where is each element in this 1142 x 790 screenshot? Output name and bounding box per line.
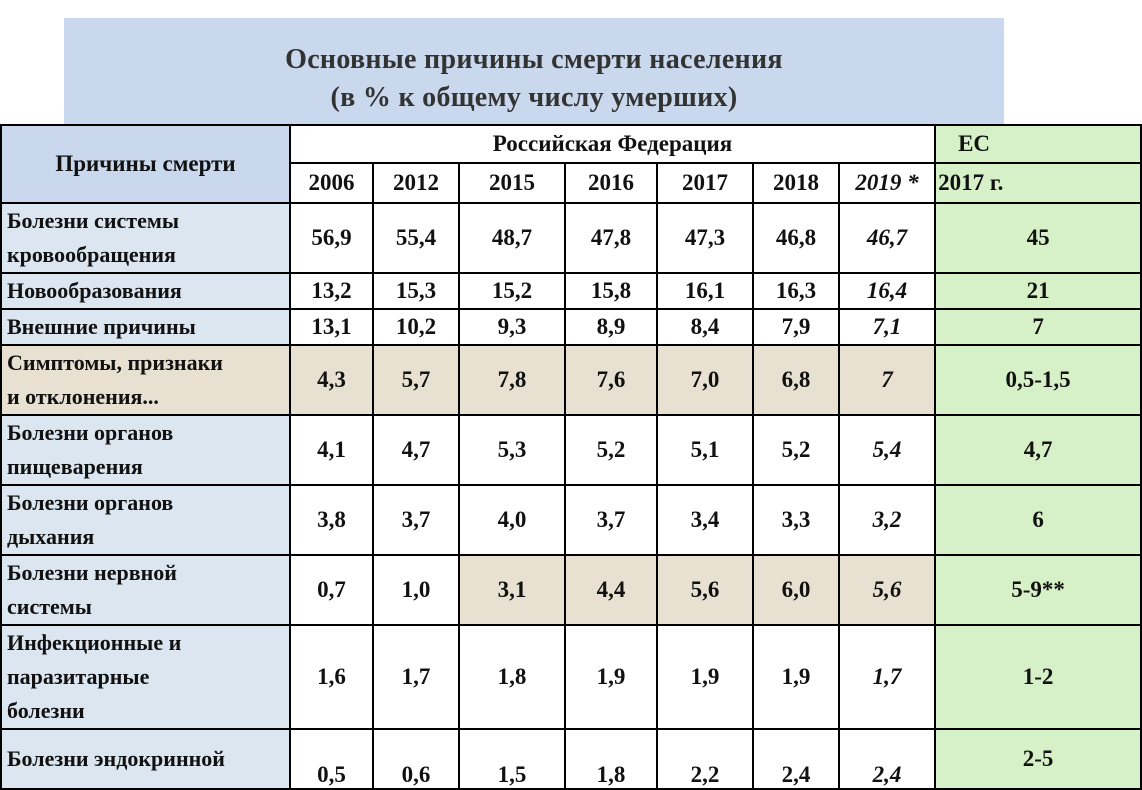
- value-cell: 3,7: [565, 485, 657, 555]
- cause-label: пищеварения: [7, 454, 143, 479]
- cause-label: Болезни эндокринной: [7, 746, 225, 771]
- header-eu-year: 2017 г.: [935, 163, 1141, 203]
- cause-cell: [1, 485, 290, 555]
- value-cell: 13,1: [290, 309, 373, 345]
- value-cell: 8,9: [565, 309, 657, 345]
- value-cell: 5,6: [657, 555, 753, 625]
- cause-label: и отклонения...: [7, 384, 159, 409]
- cause-cell: [1, 345, 290, 415]
- cause-label: системы: [7, 594, 92, 619]
- cause-cell: [1, 729, 290, 789]
- value-cell: 46,7: [839, 203, 935, 273]
- value-cell: 4,1: [290, 415, 373, 485]
- value-cell: 2,4: [839, 729, 935, 789]
- value-cell: 56,9: [290, 203, 373, 273]
- eu-value-cell: 7: [935, 309, 1141, 345]
- eu-value-cell: 6: [935, 485, 1141, 555]
- value-cell: 0,6: [373, 729, 459, 789]
- value-cell: 15,2: [459, 273, 565, 309]
- cause-cell: [1, 625, 290, 729]
- value-cell: 4,0: [459, 485, 565, 555]
- value-cell: 48,7: [459, 203, 565, 273]
- cause-label: Симптомы, признаки: [7, 350, 223, 375]
- value-cell: 46,8: [753, 203, 839, 273]
- value-cell: 3,3: [753, 485, 839, 555]
- value-cell: 7,8: [459, 345, 565, 415]
- value-cell: 1,9: [565, 625, 657, 729]
- cause-label: дыхания: [7, 524, 95, 549]
- value-cell: 7,1: [839, 309, 935, 345]
- value-cell: 5,2: [753, 415, 839, 485]
- cause-label: паразитарные: [7, 664, 150, 689]
- header-cause: Причины смерти: [1, 125, 290, 203]
- table-row: [1, 415, 1141, 485]
- value-cell: 1,7: [839, 625, 935, 729]
- eu-value-cell: 21: [935, 273, 1141, 309]
- cause-label: Болезни системы: [7, 208, 179, 233]
- table-row: [1, 273, 1141, 309]
- cause-label: Болезни органов: [7, 490, 174, 515]
- cause-cell: [1, 203, 290, 273]
- value-cell: 1,0: [373, 555, 459, 625]
- header-year: 2006: [290, 163, 373, 203]
- value-cell: 0,7: [290, 555, 373, 625]
- table-row: [1, 309, 1141, 345]
- table-row: [1, 555, 1141, 625]
- cause-label: болезни: [7, 698, 85, 723]
- eu-value-cell: 5-9**: [935, 555, 1141, 625]
- value-cell: 3,8: [290, 485, 373, 555]
- value-cell: 7,0: [657, 345, 753, 415]
- cause-label: Болезни органов: [7, 420, 174, 445]
- value-cell: 9,3: [459, 309, 565, 345]
- value-cell: 5,2: [565, 415, 657, 485]
- value-cell: 6,8: [753, 345, 839, 415]
- value-cell: 6,0: [753, 555, 839, 625]
- value-cell: 16,1: [657, 273, 753, 309]
- cause-label: Новообразования: [7, 278, 182, 303]
- eu-value-cell: 1-2: [935, 625, 1141, 729]
- table-row: [1, 345, 1141, 415]
- page-title: Основные причины смерти населения: [285, 44, 783, 75]
- value-cell: 5,1: [657, 415, 753, 485]
- value-cell: 16,4: [839, 273, 935, 309]
- eu-value-cell: 45: [935, 203, 1141, 273]
- value-cell: 4,3: [290, 345, 373, 415]
- eu-value-cell: 0,5-1,5: [935, 345, 1141, 415]
- value-cell: 15,3: [373, 273, 459, 309]
- value-cell: 15,8: [565, 273, 657, 309]
- cause-label: Болезни нервной: [7, 560, 177, 585]
- value-cell: 1,5: [459, 729, 565, 789]
- table-row: [1, 203, 1141, 273]
- value-cell: 1,9: [753, 625, 839, 729]
- value-cell: 47,3: [657, 203, 753, 273]
- value-cell: 7,6: [565, 345, 657, 415]
- value-cell: 1,9: [657, 625, 753, 729]
- cause-label: кровообращения: [7, 242, 176, 267]
- header-year: 2012: [373, 163, 459, 203]
- value-cell: 1,7: [373, 625, 459, 729]
- value-cell: 5,6: [839, 555, 935, 625]
- page-subtitle: (в % к общему числу умерших): [330, 82, 738, 113]
- value-cell: 3,2: [839, 485, 935, 555]
- value-cell: 3,7: [373, 485, 459, 555]
- value-cell: 5,7: [373, 345, 459, 415]
- value-cell: 47,8: [565, 203, 657, 273]
- eu-value-cell: 4,7: [935, 415, 1141, 485]
- value-cell: 8,4: [657, 309, 753, 345]
- value-cell: 10,2: [373, 309, 459, 345]
- cause-label: Инфекционные и: [7, 630, 182, 655]
- value-cell: 2,2: [657, 729, 753, 789]
- header-year: 2015: [459, 163, 565, 203]
- cause-label: Внешние причины: [7, 314, 196, 339]
- table-row: [1, 729, 1141, 789]
- cause-cell: [1, 555, 290, 625]
- value-cell: 13,2: [290, 273, 373, 309]
- value-cell: 5,4: [839, 415, 935, 485]
- value-cell: 5,3: [459, 415, 565, 485]
- value-cell: 4,7: [373, 415, 459, 485]
- header-year: 2018: [753, 163, 839, 203]
- value-cell: 7: [839, 345, 935, 415]
- value-cell: 3,1: [459, 555, 565, 625]
- value-cell: 1,8: [565, 729, 657, 789]
- header-year: 2019 *: [839, 163, 935, 203]
- value-cell: 4,4: [565, 555, 657, 625]
- cause-cell: [1, 309, 290, 345]
- value-cell: 3,4: [657, 485, 753, 555]
- header-eu: ЕС: [935, 125, 1141, 163]
- value-cell: 1,8: [459, 625, 565, 729]
- cause-cell: [1, 273, 290, 309]
- header-year: 2017: [657, 163, 753, 203]
- table-row: [1, 485, 1141, 555]
- value-cell: 7,9: [753, 309, 839, 345]
- value-cell: 55,4: [373, 203, 459, 273]
- cause-cell: [1, 415, 290, 485]
- title-banner: [64, 18, 1004, 124]
- value-cell: 2,4: [753, 729, 839, 789]
- header-year: 2016: [565, 163, 657, 203]
- header-russian-federation: Российская Федерация: [290, 125, 935, 163]
- causes-of-death-table: [0, 124, 1142, 790]
- table-row: [1, 625, 1141, 729]
- value-cell: 16,3: [753, 273, 839, 309]
- eu-value-cell: 2-5: [935, 729, 1141, 789]
- value-cell: 1,6: [290, 625, 373, 729]
- value-cell: 0,5: [290, 729, 373, 789]
